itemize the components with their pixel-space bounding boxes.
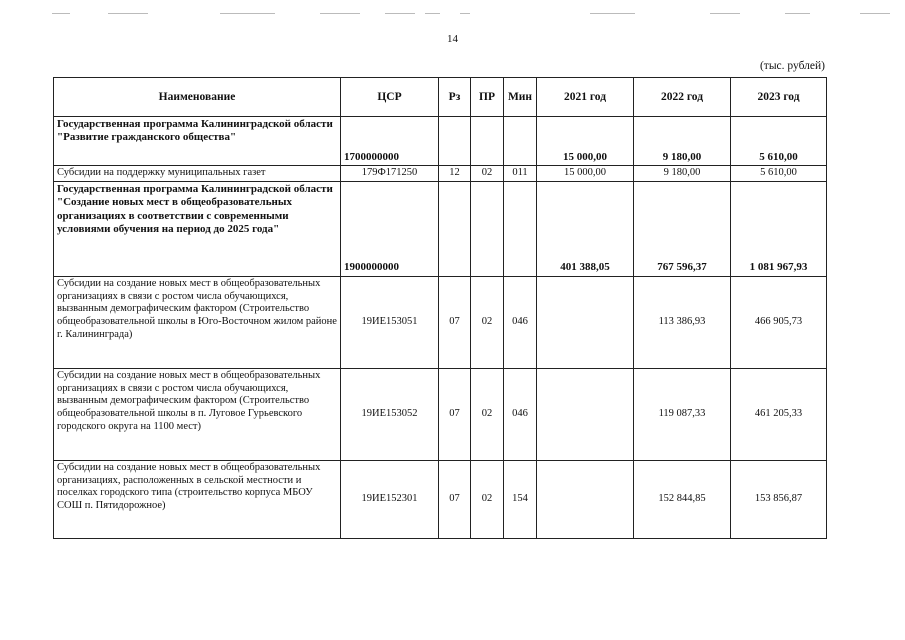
row-2021 [537,276,634,368]
row-2023: 5 610,00 [731,166,827,182]
row-2023: 461 205,33 [731,368,827,460]
row-pr: 02 [471,276,504,368]
row-rz: 12 [439,166,471,182]
row-2021: 15 000,00 [537,166,634,182]
column-header-pr: ПР [471,78,504,117]
row-2021 [537,368,634,460]
column-header-2023: 2023 год [731,78,827,117]
row-2023: 153 856,87 [731,460,827,538]
column-header-csr: ЦСР [341,78,439,117]
row-min: 011 [504,166,537,182]
units-note: (тыс. рублей) [759,60,825,72]
row-name: Субсидии на поддержку муниципальных газет [54,166,341,182]
row-2022: 152 844,85 [634,460,731,538]
row-name: Субсидии на создание новых мест в общеобразовательных организациях в связи с ростом числа обучающихся, вызванным демографическим фактором (Строительство общеобразовательной школы в Юго-Восточном жилом районе г. Калининграда) [54,276,341,368]
page-number: 14 [447,33,458,45]
column-header-2022: 2022 год [634,78,731,117]
row-2023: 1 081 967,93 [731,181,827,276]
row-rz: 07 [439,368,471,460]
table-row [54,368,827,460]
table-row [54,460,827,538]
row-pr: 02 [471,460,504,538]
row-csr: 179Ф171250 [341,166,439,182]
row-2022: 9 180,00 [634,166,731,182]
row-rz [439,181,471,276]
row-min [504,117,537,166]
row-pr [471,117,504,166]
row-name: Субсидии на создание новых мест в общеобразовательных организациях, расположенных в сельской местности и поселках городского типа (строительство корпуса МБОУ СОШ п. Пятидорожное) [54,460,341,538]
row-rz: 07 [439,460,471,538]
row-pr: 02 [471,368,504,460]
row-csr: 19ИЕ152301 [341,460,439,538]
header-row [54,78,827,117]
table-row-program [54,181,827,276]
row-name: Государственная программа Калининградской области "Развитие гражданского общества" [54,117,341,166]
table-row [54,276,827,368]
row-pr: 02 [471,166,504,182]
row-min: 046 [504,276,537,368]
row-2021 [537,460,634,538]
row-csr: 19ИЕ153051 [341,276,439,368]
row-rz [439,117,471,166]
column-header-2021: 2021 год [537,78,634,117]
row-2021: 401 388,05 [537,181,634,276]
table-row [54,166,827,182]
row-2023: 5 610,00 [731,117,827,166]
page-header-marks [20,10,890,18]
row-2021: 15 000,00 [537,117,634,166]
column-header-min: Мин [504,78,537,117]
column-header-rz: Рз [439,78,471,117]
row-min: 154 [504,460,537,538]
row-csr: 19ИЕ153052 [341,368,439,460]
row-2023: 466 905,73 [731,276,827,368]
row-2022: 113 386,93 [634,276,731,368]
row-csr: 1700000000 [341,117,439,166]
row-name: Субсидии на создание новых мест в общеобразовательных организациях в связи с ростом числа обучающихся, вызванным демографическим фактором (Строительство общеобразовательной школы в п. Луговое Гурьевского городского округа на 1100 мест) [54,368,341,460]
row-min [504,181,537,276]
row-rz: 07 [439,276,471,368]
row-min: 046 [504,368,537,460]
row-name: Государственная программа Калининградской области "Создание новых мест в общеобразовательных организациях в соответствии с современными условиями обучения на период до 2025 года" [54,181,341,276]
budget-table [53,77,827,539]
row-csr: 1900000000 [341,181,439,276]
row-pr [471,181,504,276]
row-2022: 767 596,37 [634,181,731,276]
table-row-program [54,117,827,166]
column-header-name: Наименование [54,78,341,117]
row-2022: 9 180,00 [634,117,731,166]
row-2022: 119 087,33 [634,368,731,460]
